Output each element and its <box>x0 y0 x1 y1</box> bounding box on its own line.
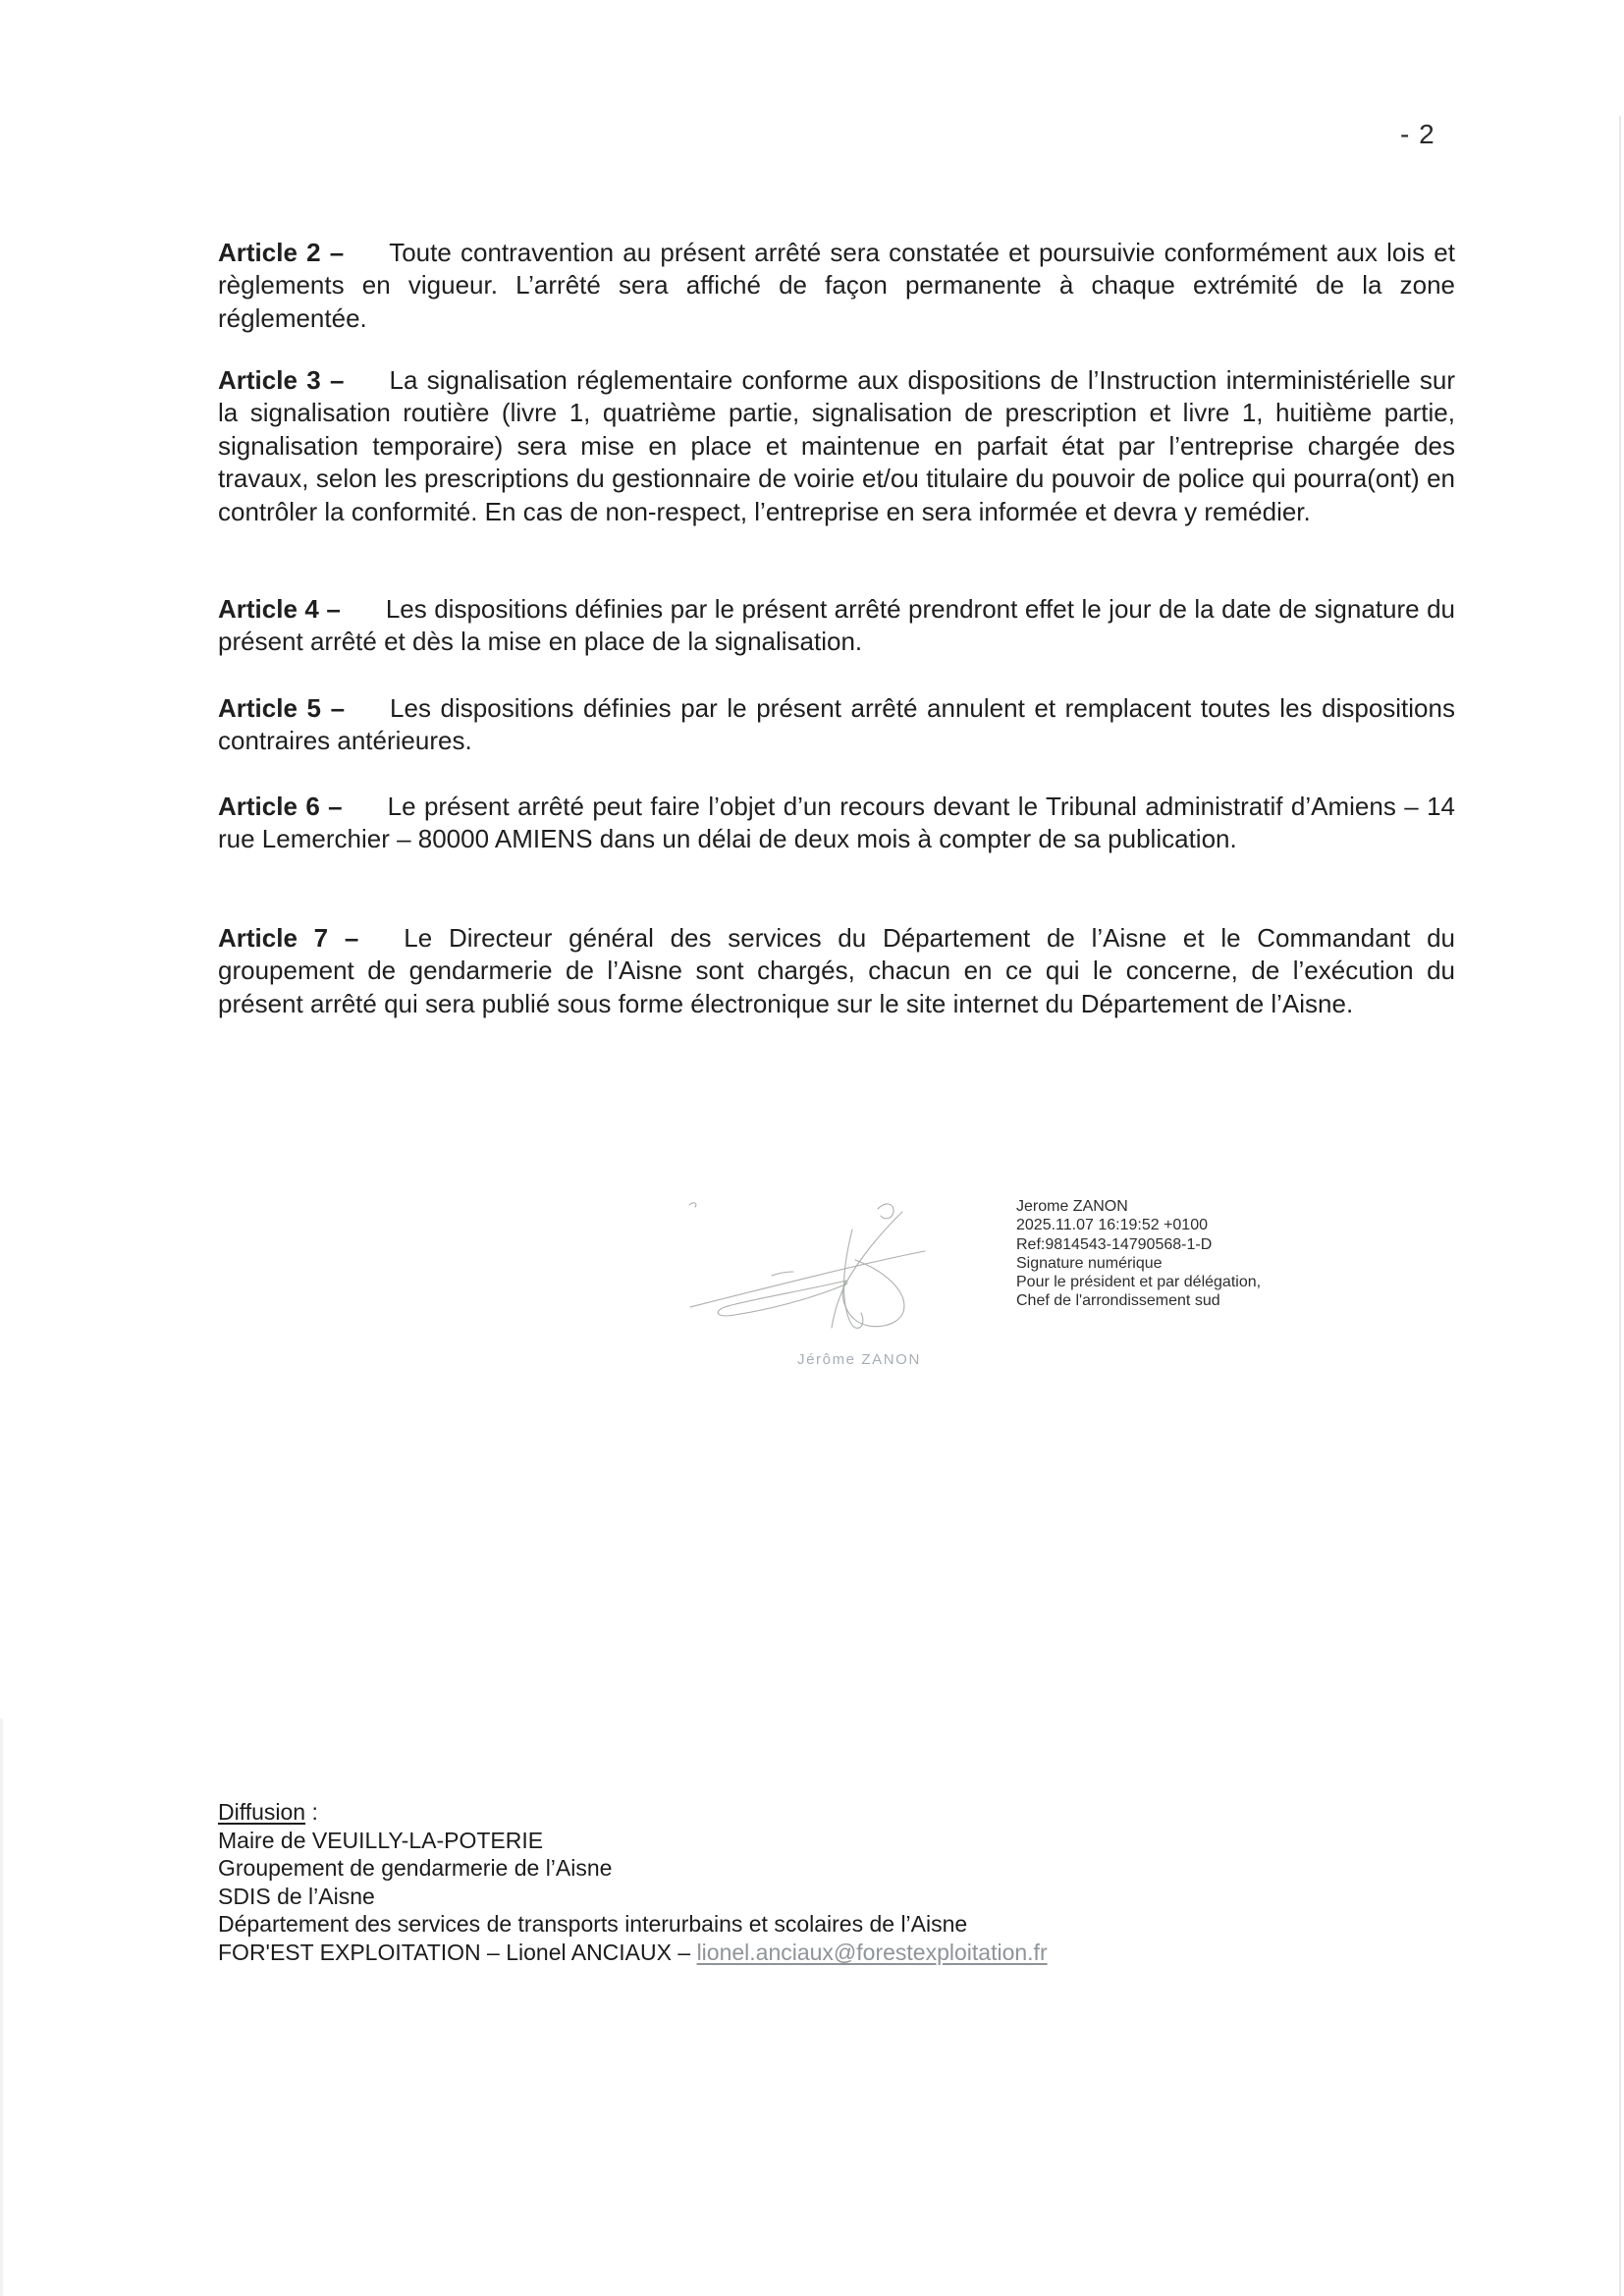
diffusion-title-line <box>218 1798 1455 1827</box>
diffusion-title-suffix: : <box>305 1799 318 1825</box>
digital-signature-stamp <box>1016 1197 1261 1311</box>
diffusion-recipient: Maire de VEUILLY-LA-POTERIE <box>218 1827 544 1853</box>
article-5-heading: Article 5 – <box>218 693 346 723</box>
stamp-datetime: 2025.11.07 16:19:52 +0100 <box>1016 1217 1208 1234</box>
article-3-paragraph <box>218 364 1455 528</box>
article-7-text: Le Directeur général des services du Département de l’Aisne et le Commandant du groupement de gendarmerie de l’Aisne sont chargés, chacun en ce qui le concerne, de l’exécution du présent arrêté qui sera publié sous forme électronique sur le site internet du Département de l’Aisne. <box>218 923 1456 1018</box>
article-2-text: Toute contravention au présent arrêté sera constatée et poursuivie conformément aux lois et règlements en vigueur. L’arrêté sera affiché de façon permanente à chaque extrémité de la zone réglementée. <box>218 238 1455 333</box>
article-2-heading: Article 2 – <box>218 238 345 267</box>
signature-scribble-icon <box>677 1178 933 1365</box>
article-5-paragraph <box>218 692 1455 758</box>
diffusion-section <box>218 1798 1455 1967</box>
scan-edge-artifact-left <box>0 1719 3 2296</box>
article-6-paragraph <box>218 791 1455 856</box>
article-5-text: Les dispositions définies par le présent arrêté annulent et remplacent toutes les dispositions contraires antérieures. <box>218 693 1455 756</box>
diffusion-partner-prefix: FOR'EST EXPLOITATION – Lionel ANCIAUX – <box>218 1939 697 1965</box>
article-2-paragraph <box>218 237 1455 335</box>
diffusion-recipient: Groupement de gendarmerie de l’Aisne <box>218 1855 613 1882</box>
stamp-ref: Ref:9814543-14790568-1-D <box>1016 1235 1213 1253</box>
stamp-delegation: Pour le président et par délégation, <box>1016 1274 1262 1291</box>
article-7-heading: Article 7 – <box>218 923 359 953</box>
article-3-text: La signalisation réglementaire conforme aux dispositions de l’Instruction interministérielle sur la signalisation routière (livre 1, quatrième partie, signalisation de prescription et livre 1, huitième partie, signalisation temporaire) sera mise en place et maintenue en parfait état par l’entreprise chargée des travaux, selon les prescriptions du gestionnaire de voirie et/ou titulaire du pouvoir de police qui pourra(ont) en contrôler la conformité. En cas de non-respect, l’entreprise en sera informée et devra y remédier. <box>218 365 1455 526</box>
stamp-type: Signature numérique <box>1016 1254 1163 1272</box>
article-4-heading: Article 4 – <box>218 594 341 624</box>
article-7-paragraph <box>218 922 1455 1020</box>
diffusion-partner-line <box>218 1939 1455 1967</box>
scan-edge-artifact-right <box>1619 116 1621 2296</box>
stamp-signer: Jerome ZANON <box>1016 1198 1128 1215</box>
article-6-heading: Article 6 – <box>218 792 343 821</box>
stamp-role: Chef de l'arrondissement sud <box>1016 1292 1220 1310</box>
signer-name-label: Jérôme ZANON <box>797 1351 921 1368</box>
article-3-heading: Article 3 – <box>218 365 345 395</box>
article-4-paragraph <box>218 593 1455 659</box>
page-number: - 2 <box>1400 119 1435 149</box>
diffusion-recipient: Département des services de transports interurbains et scolaires de l’Aisne <box>218 1911 968 1938</box>
diffusion-title: Diffusion <box>218 1799 306 1825</box>
article-6-text: Le présent arrêté peut faire l’objet d’un recours devant le Tribunal administratif d’Amiens – 14 rue Lemerchier – 80000 AMIENS dans un délai de deux mois à compter de sa publication. <box>218 792 1455 854</box>
article-4-text: Les dispositions définies par le présent arrêté prendront effet le jour de la date de signature du présent arrêté et dès la mise en place de la signalisation. <box>218 594 1455 657</box>
contact-email-link[interactable]: lionel.anciaux@forestexploitation.fr <box>696 1939 1048 1965</box>
diffusion-recipient: SDIS de l’Aisne <box>218 1883 375 1909</box>
